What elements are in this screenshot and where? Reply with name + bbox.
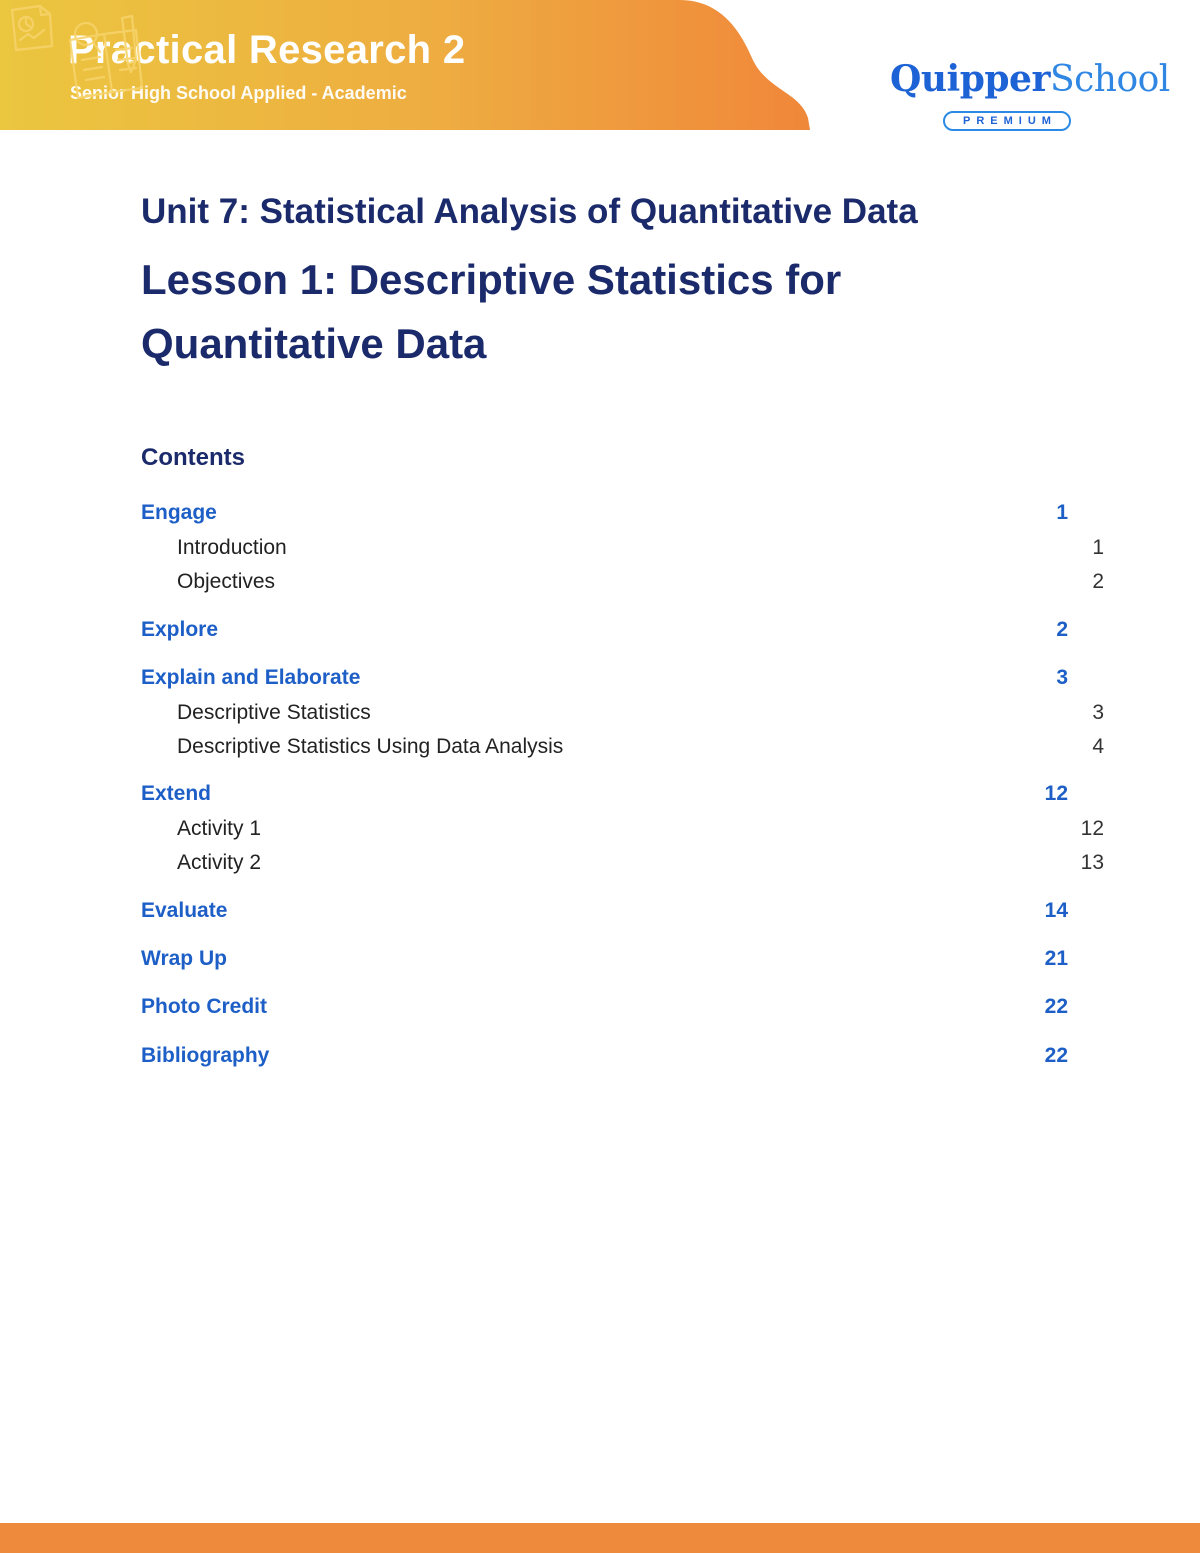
toc-label: Explore (141, 618, 219, 641)
toc-entry-evaluate[interactable] (141, 896, 1068, 926)
toc-entry-activity-2[interactable] (141, 848, 1104, 878)
toc-label: Extend (141, 782, 212, 805)
lesson-title (141, 248, 1041, 376)
toc-page-number: 3 (1056, 666, 1068, 689)
toc-entry-explore[interactable] (141, 615, 1068, 645)
toc-label: Engage (141, 501, 217, 524)
toc-entry-activity-1[interactable] (141, 814, 1104, 844)
toc-label: Activity 1 (177, 817, 262, 840)
lesson-title-line1: Lesson 1: Descriptive Statistics for (141, 256, 842, 303)
toc-label: Activity 2 (177, 851, 262, 874)
quipper-school-logo (890, 58, 1170, 138)
toc-page-number: 13 (1080, 851, 1104, 874)
course-subtitle: Senior High School Applied - Academic (70, 83, 407, 103)
toc-entry-objectives[interactable] (141, 567, 1104, 597)
header-banner (0, 0, 820, 130)
toc-entry-extend[interactable] (141, 779, 1068, 809)
logo-brand: Quipper (890, 58, 1050, 100)
toc-label: Bibliography (141, 1044, 270, 1067)
toc-page-number: 22 (1044, 995, 1068, 1018)
toc-label: Photo Credit (141, 995, 267, 1018)
toc-page-number: 14 (1044, 899, 1068, 922)
toc-label: Descriptive Statistics (177, 701, 371, 724)
toc-page-number: 12 (1044, 782, 1068, 805)
toc-page-number: 3 (1092, 701, 1104, 724)
toc-label: Wrap Up (141, 947, 227, 970)
contents-heading: Contents (141, 444, 245, 471)
toc-entry-descriptive-statistics[interactable] (141, 698, 1104, 728)
toc-label: Descriptive Statistics Using Data Analysis (177, 735, 564, 758)
toc-page-number: 1 (1092, 536, 1104, 559)
course-title: Practical Research 2 (68, 28, 466, 72)
logo-wordmark (890, 58, 1170, 100)
toc-page-number: 4 (1092, 735, 1104, 758)
toc-page-number: 21 (1044, 947, 1068, 970)
toc-label: Explain and Elaborate (141, 666, 361, 689)
research-documents-icon (0, 0, 150, 100)
toc-entry-descriptive-statistics-data-analysis[interactable] (141, 732, 1104, 762)
lesson-title-line2: Quantitative Data (141, 320, 487, 367)
unit-title: Unit 7: Statistical Analysis of Quantitative Data (141, 192, 918, 231)
toc-entry-explain-and-elaborate[interactable] (141, 663, 1068, 693)
toc-label: Objectives (177, 570, 276, 593)
toc-page-number: 12 (1080, 817, 1104, 840)
toc-page-number: 2 (1092, 570, 1104, 593)
toc-entry-photo-credit[interactable] (141, 992, 1068, 1022)
toc-page-number: 22 (1044, 1044, 1068, 1067)
toc-page-number: 2 (1056, 618, 1068, 641)
toc-entry-engage[interactable] (141, 498, 1068, 528)
logo-product: School (1049, 59, 1170, 100)
toc-label: Introduction (177, 536, 287, 559)
toc-entry-wrap-up[interactable] (141, 944, 1068, 974)
toc-page-number: 1 (1056, 501, 1068, 524)
footer-bar (0, 1523, 1200, 1553)
toc-entry-introduction[interactable] (141, 533, 1104, 563)
toc-entry-bibliography[interactable] (141, 1041, 1068, 1071)
toc-label: Evaluate (141, 899, 228, 922)
premium-badge: PREMIUM (943, 111, 1071, 131)
